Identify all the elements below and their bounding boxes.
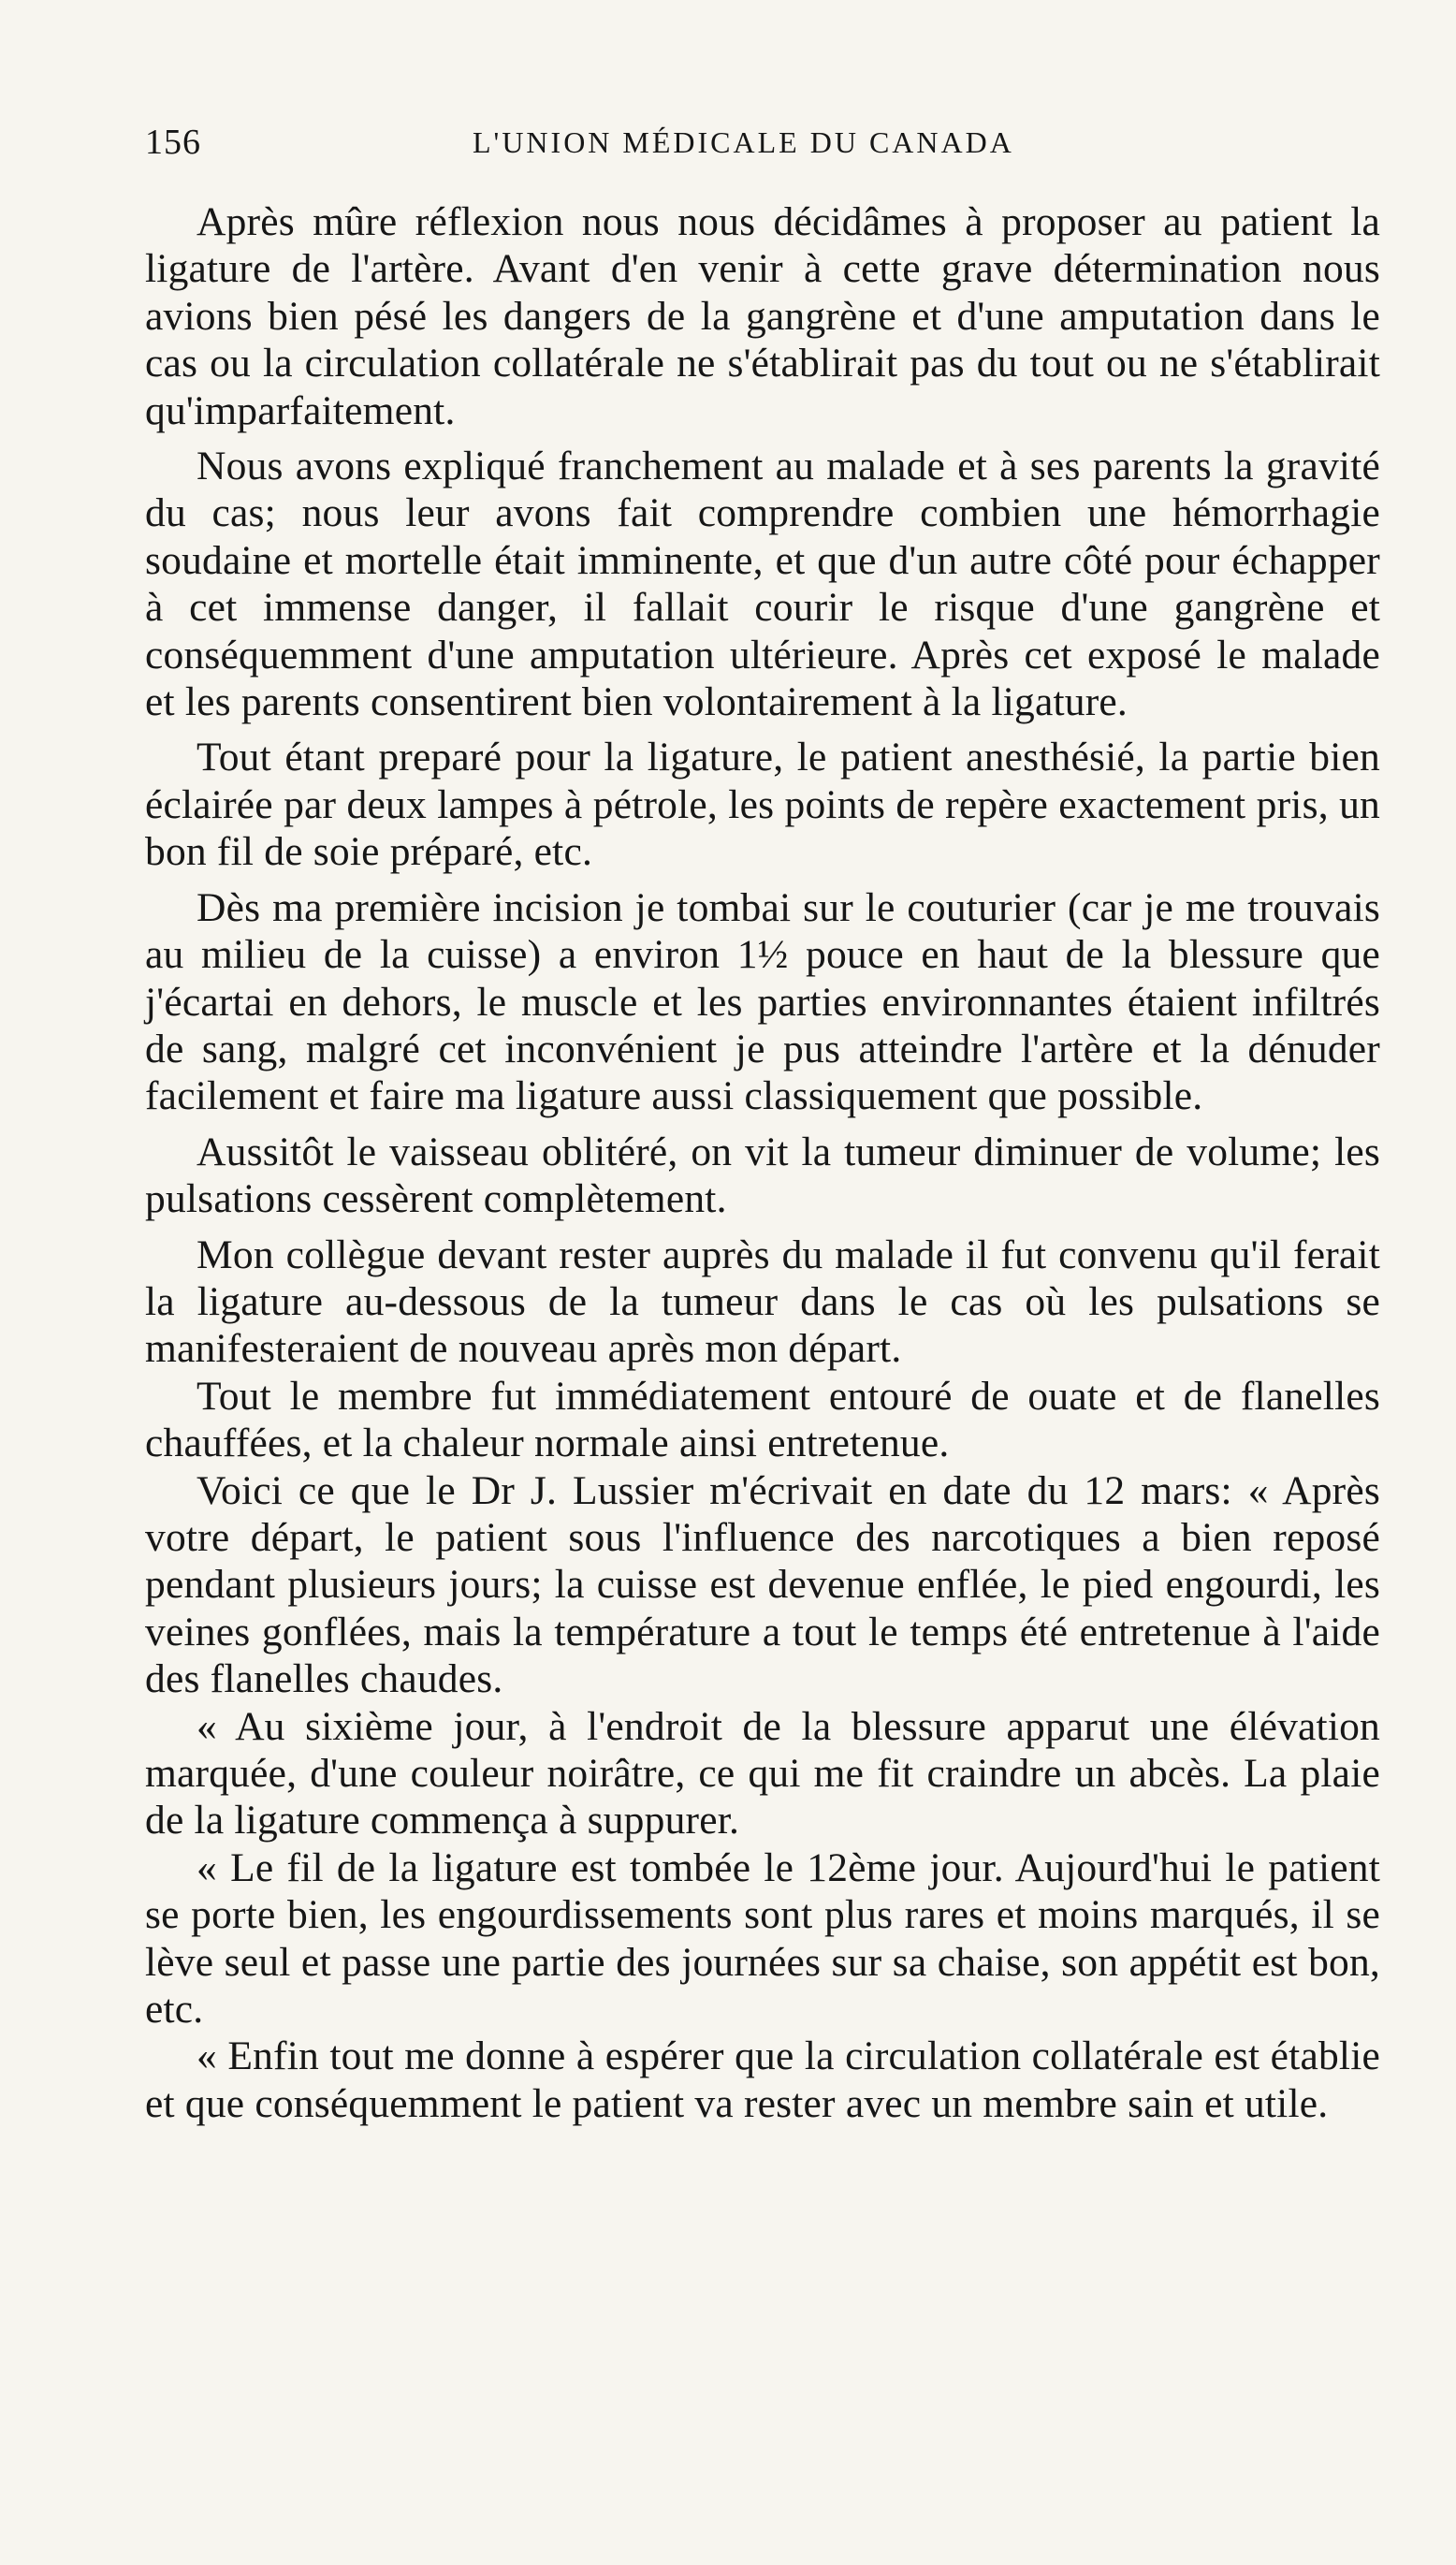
paragraph: Voici ce que le Dr J. Lussier m'écrivait en date du 12 mars: « Après votre départ, le patient sous l'influence des narcotiques a bien reposé pendant plusieurs jours; la cuisse est devenue enflée, le pied engourdi, les veines gonflées, mais la température a tout le temps été entretenue à l'aide des flanelles chaudes. [145,1467,1380,1702]
page-number: 156 [145,123,201,162]
paragraph: « Le fil de la ligature est tombée le 12ème jour. Aujourd'hui le patient se porte bien, les engourdissements sont plus rares et moins marqués, il se lève seul et passe une partie des journées sur sa chaise, son appétit est bon, etc. [145,1844,1380,2033]
paragraph: Dès ma première incision je tombai sur le couturier (car je me trouvais au milieu de la cuisse) a environ 1½ pouce en haut de la blessure que j'écartai en dehors, le muscle et les parties environnantes étaient infiltrés de sang, malgré cet inconvénient je pus atteindre l'artère et la dénuder facilement et faire ma ligature aussi classiquement que possible. [145,884,1380,1119]
paragraph: Après mûre réflexion nous nous décidâmes à proposer au patient la ligature de l'artère. Avant d'en venir à cette grave détermination nous avions bien pésé les dangers de la gangrène et d'une amputation dans le cas ou la circulation collatérale ne s'établirait pas du tout ou ne s'établirait qu'imparfaitement. [145,199,1380,433]
page-header [145,122,1380,178]
paragraph: « Enfin tout me donne à espérer que la circulation collatérale est établie et que conséquemment le patient va rester avec un membre sain et utile. [145,2033,1380,2126]
book-page [145,122,1380,2127]
paragraph: Aussitôt le vaisseau oblitéré, on vit la tumeur diminuer de volume; les pulsations cessèrent complètement. [145,1129,1380,1222]
paragraph: Nous avons expliqué franchement au malade et à ses parents la gravité du cas; nous leur avons fait comprendre combien une hémorrhagie soudaine et mortelle était imminente, et que d'un autre côté pour échapper à cet immense danger, il fallait courir le risque d'une gangrène et conséquemment d'une amputation ultérieure. Après cet exposé le malade et les parents consentirent bien volontairement à la ligature. [145,444,1380,725]
paragraph: Mon collègue devant rester auprès du malade il fut convenu qu'il ferait la ligature au-dessous de la tumeur dans le cas où les pulsations se manifesteraient de nouveau après mon départ. [145,1231,1380,1372]
running-head: L'UNION MÉDICALE DU CANADA [473,125,1014,159]
paragraph: Tout étant preparé pour la ligature, le patient anesthésié, la partie bien éclairée par deux lampes à pétrole, les points de repère exactement pris, un bon fil de soie préparé, etc. [145,735,1380,875]
paragraph: Tout le membre fut immédiatement entouré de ouate et de flanelles chauffées, et la chaleur normale ainsi entretenue. [145,1373,1380,1466]
paragraph: « Au sixième jour, à l'endroit de la blessure apparut une élévation marquée, d'une couleur noirâtre, ce qui me fit craindre un abcès. La plaie de la ligature commença à suppurer. [145,1703,1380,1844]
body-text [145,198,1380,2127]
